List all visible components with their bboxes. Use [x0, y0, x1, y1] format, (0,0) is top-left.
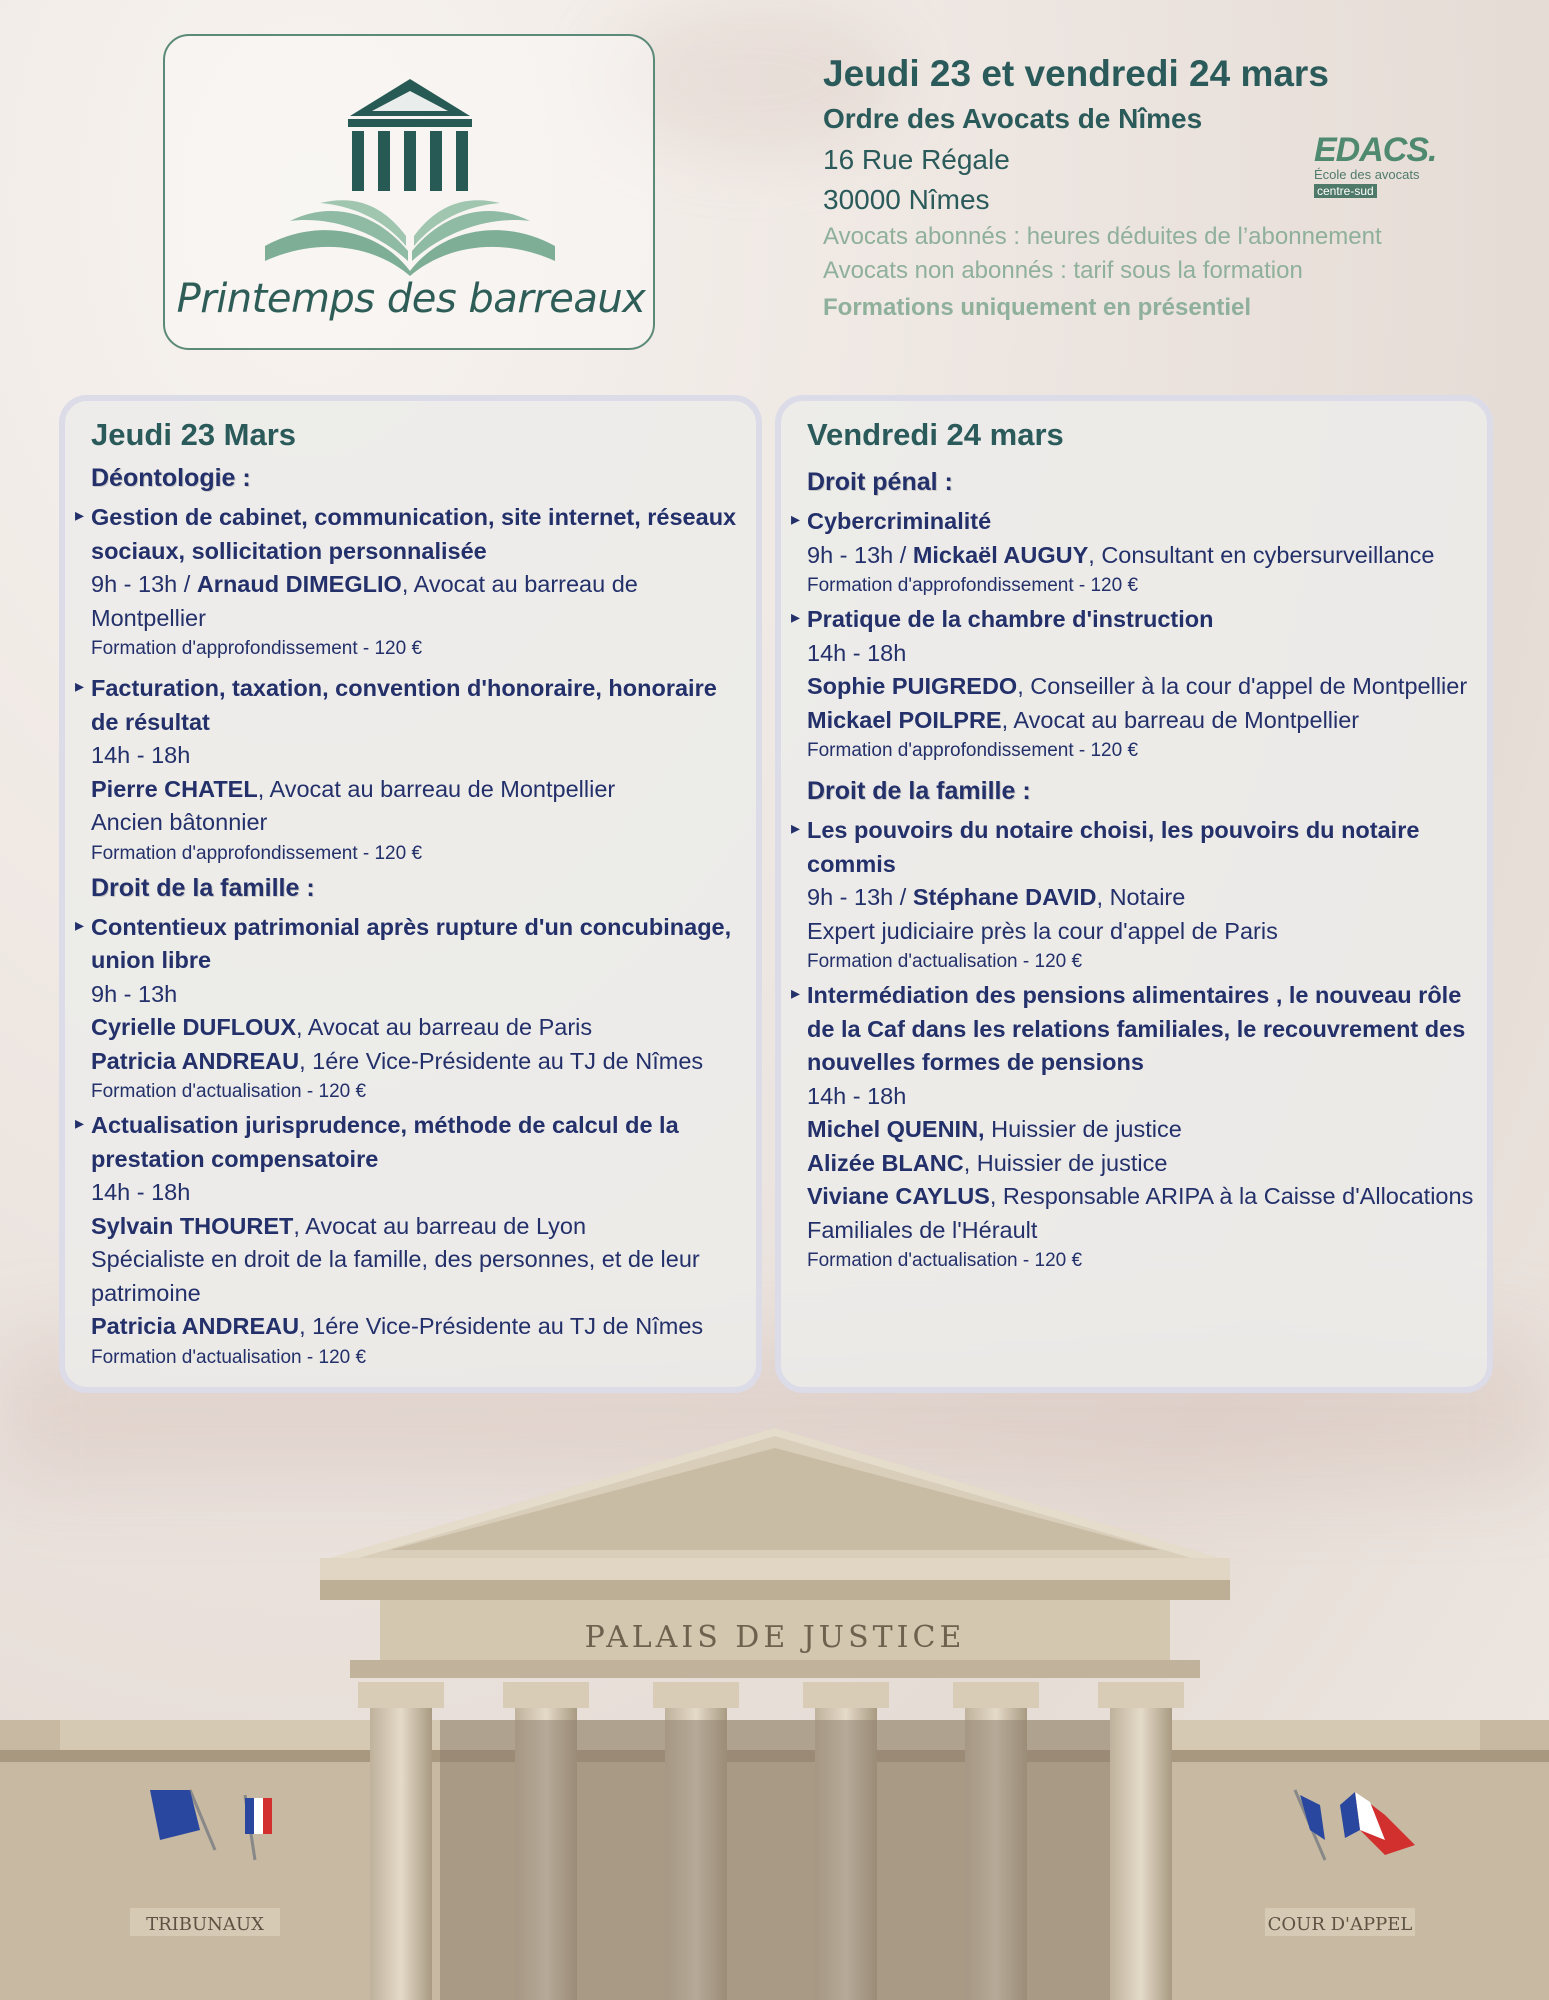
session-price: Formation d'approfondissement - 120 €: [807, 740, 1139, 761]
logo-box: [163, 34, 655, 350]
session-item: [791, 505, 1477, 599]
session-speaker: Alizée BLANC, Huissier de justice: [807, 1149, 1168, 1176]
event-dates: Jeudi 23 et vendredi 24 mars: [823, 53, 1329, 94]
session-speaker: Mickael POILPRE, Avocat au barreau de Montpellier: [807, 706, 1360, 733]
chevron-right-icon: ▸: [75, 1113, 85, 1133]
session-speaker: Sylvain THOURET, Avocat au barreau de Lyon: [91, 1212, 587, 1239]
chevron-right-icon: ▸: [791, 818, 801, 838]
session-speaker: Patricia ANDREAU, 1ére Vice-Présidente au TJ de Nîmes: [91, 1313, 704, 1339]
session-price: Formation d'actualisation - 120 €: [91, 1081, 367, 1102]
session-speaker: Cyrielle DUFLOUX, Avocat au barreau de Paris: [91, 1014, 593, 1040]
session-item: [75, 501, 746, 662]
thursday-panel: [59, 395, 762, 1393]
session-title: Intermédiation des pensions alimentaires , le nouveau rôle de la Caf dans les relations familiales, le recouvrement des nouvelles formes de pensions: [807, 982, 1466, 1075]
chevron-right-icon: ▸: [791, 509, 801, 529]
session-time-speaker: 9h - 13h / Stéphane DAVID, Notaire: [807, 884, 1186, 910]
session-speaker: Viviane CAYLUS, Responsable ARIPA à la Caisse d'Allocations Familiales de l'Hérault: [807, 1183, 1474, 1243]
chevron-right-icon: ▸: [791, 983, 801, 1003]
session-title: Pratique de la chambre d'instruction: [807, 606, 1214, 632]
logo-title: Printemps des barreaux: [176, 276, 646, 322]
session-speaker: Pierre CHATEL, Avocat au barreau de Montpellier: [91, 775, 616, 802]
session-extra: Expert judiciaire près la cour d'appel de Paris: [807, 917, 1278, 944]
session-speaker: Michel QUENIN, Huissier de justice: [807, 1116, 1182, 1142]
session-title: Gestion de cabinet, communication, site internet, réseaux sociaux, sollicitation personnalisée: [91, 504, 737, 564]
section-title: Droit de la famille :: [807, 777, 1031, 805]
session-title: Les pouvoirs du notaire choisi, les pouvoirs du notaire commis: [807, 817, 1420, 877]
session-time-speaker: 9h - 13h / Mickaël AUGUY, Consultant en cybersurveillance: [807, 541, 1435, 568]
session-time: 9h - 13h: [91, 980, 178, 1007]
session-price: Formation d'approfondissement - 120 €: [807, 575, 1139, 596]
edacs-logo: [1314, 133, 1454, 200]
friday-panel: [775, 395, 1493, 1393]
chevron-right-icon: ▸: [75, 676, 85, 696]
chevron-right-icon: ▸: [75, 505, 85, 525]
non-subscriber-note: Avocats non abonnés : tarif sous la formation: [823, 257, 1303, 284]
session-item: [75, 911, 746, 1106]
session-title: Cybercriminalité: [807, 508, 992, 534]
session-price: Formation d'actualisation - 120 €: [807, 951, 1083, 972]
session-speaker: Patricia ANDREAU, 1ére Vice-Présidente au TJ de Nîmes: [91, 1047, 704, 1074]
organization: Ordre des Avocats de Nîmes: [823, 103, 1203, 134]
session-item: [791, 979, 1477, 1274]
section-title: Déontologie :: [91, 464, 251, 492]
session-extra: Ancien bâtonnier: [91, 809, 268, 835]
chevron-right-icon: ▸: [75, 914, 85, 935]
session-price: Formation d'approfondissement - 120 €: [91, 842, 423, 864]
courthouse-book-icon: [260, 71, 560, 281]
session-extra: Spécialiste en droit de la famille, des personnes, et de leur patrimoine: [91, 1246, 700, 1306]
session-price: Formation d'actualisation - 120 €: [91, 1346, 367, 1368]
session-title: Actualisation jurisprudence, méthode de calcul de la prestation compensatoire: [91, 1112, 679, 1172]
address-line1: 16 Rue Régale: [823, 144, 1010, 175]
session-title: Facturation, taxation, convention d'honoraire, honoraire de résultat: [91, 675, 717, 735]
session-time: 14h - 18h: [91, 742, 191, 768]
session-time-speaker: 9h - 13h / Arnaud DIMEGLIO, Avocat au barreau de Montpellier: [91, 571, 638, 631]
right-sign: COUR D'APPEL: [1267, 1914, 1413, 1935]
day-title: Vendredi 24 mars: [807, 417, 1064, 452]
frieze-text: PALAIS DE JUSTICE: [584, 1620, 966, 1655]
section-title: Droit pénal :: [807, 468, 953, 496]
session-item: [75, 1109, 746, 1371]
subscriber-note: Avocats abonnés : heures déduites de l’abonnement: [823, 223, 1382, 250]
palais-de-justice-image: [0, 1420, 1549, 2000]
session-price: Formation d'approfondissement - 120 €: [91, 638, 423, 659]
session-item: [75, 672, 746, 867]
session-time: 14h - 18h: [91, 1179, 191, 1205]
session-time: 14h - 18h: [807, 1082, 907, 1109]
address-line2: 30000 Nîmes: [823, 184, 990, 215]
day-title: Jeudi 23 Mars: [91, 417, 297, 452]
session-title: Contentieux patrimonial après rupture d'un concubinage, union libre: [91, 913, 732, 973]
session-item: [791, 603, 1477, 764]
edacs-brand: EDACS.: [1314, 131, 1437, 169]
left-sign: TRIBUNAUX: [146, 1914, 264, 1935]
session-speaker: Sophie PUIGREDO, Conseiller à la cour d'appel de Montpellier: [807, 673, 1468, 699]
edacs-subtitle: École des avocats: [1314, 167, 1420, 182]
in-person-note: Formations uniquement en présentiel: [823, 294, 1252, 321]
session-time: 14h - 18h: [807, 639, 907, 666]
chevron-right-icon: ▸: [791, 607, 801, 627]
session-item: [791, 814, 1477, 975]
session-price: Formation d'actualisation - 120 €: [807, 1250, 1083, 1271]
edacs-region: centre-sud: [1314, 184, 1377, 198]
section-title: Droit de la famille :: [91, 873, 315, 902]
